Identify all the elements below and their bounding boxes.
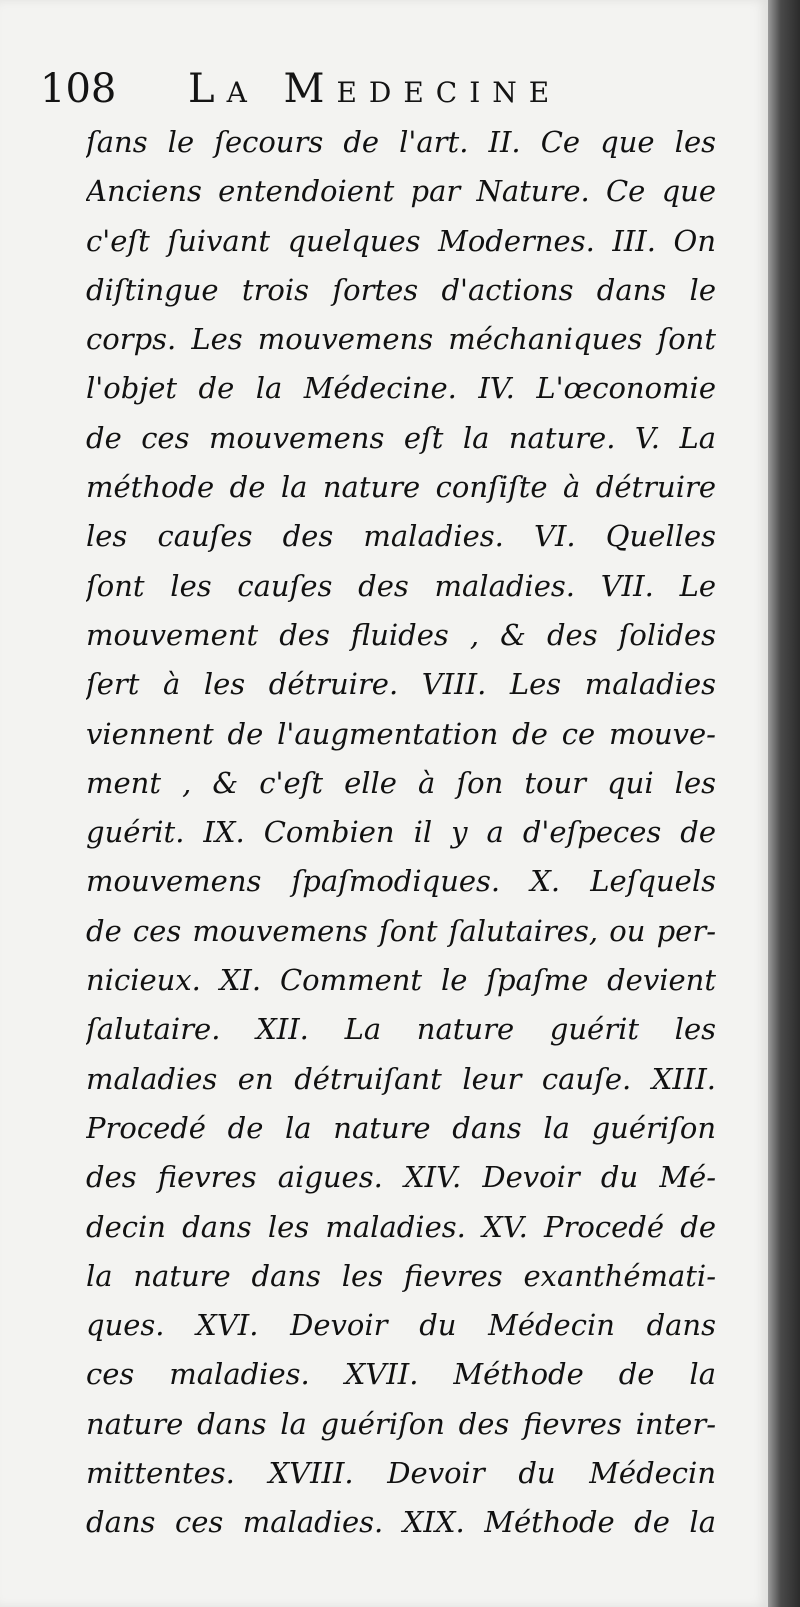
text-line: la nature dans les fievres exanthémati- bbox=[86, 1258, 716, 1293]
text-line: c'eſt ſuivant quelques Modernes. III. On bbox=[86, 223, 716, 258]
text-line: de ces mouvemens ſont ſalutaires, ou per- bbox=[86, 913, 716, 948]
text-line: maladies en détruiſant leur cauſe. XIII. bbox=[86, 1061, 716, 1096]
text-line: méthode de la nature conſiſte à détruire bbox=[86, 470, 716, 505]
text-line: ſalutaire. XII. La nature guérit les bbox=[86, 1012, 716, 1047]
text-line: mouvement des fluides , & des ſolides bbox=[86, 617, 716, 652]
text-line: ſans le ſecours de l'art. II. Ce que les bbox=[86, 125, 716, 159]
text-line: Anciens entendoient par Nature. Ce que bbox=[86, 174, 716, 209]
text-line: ſont les cauſes des maladies. VII. Le bbox=[86, 568, 716, 603]
text-line: nicieux. XI. Comment le ſpaſme devient bbox=[86, 963, 716, 998]
text-line: viennent de l'augmentation de ce mouve- bbox=[86, 716, 716, 751]
text-line: des fievres aigues. XIV. Devoir du Mé- bbox=[86, 1160, 716, 1195]
text-line: ment , & c'eſt elle à ſon tour qui les bbox=[86, 765, 716, 800]
text-line: de ces mouvemens eſt la nature. V. La bbox=[86, 420, 716, 455]
text-line: ces maladies. XVII. Méthode de la bbox=[86, 1357, 716, 1392]
text-line: les cauſes des maladies. VI. Quelles bbox=[86, 519, 716, 554]
page-edge-shadow bbox=[768, 0, 800, 1607]
text-line: ſert à les détruire. VIII. Les maladies bbox=[86, 667, 716, 702]
text-line: corps. Les mouvemens méchaniques ſont bbox=[86, 322, 716, 357]
text-line: mouvemens ſpaſmodiques. X. Leſquels bbox=[86, 864, 716, 899]
text-line: diſtingue trois ſortes d'actions dans le bbox=[86, 272, 716, 307]
text-line: Procedé de la nature dans la guériſon bbox=[86, 1110, 716, 1145]
page-number: 108 bbox=[40, 66, 117, 112]
body-text bbox=[86, 118, 716, 1548]
text-line: guérit. IX. Combien il y a d'eſpeces de bbox=[86, 815, 716, 850]
text-line: ques. XVI. Devoir du Médecin dans bbox=[86, 1308, 716, 1343]
running-head: La Medecine bbox=[188, 66, 562, 112]
text-line: mittentes. XVIII. Devoir du Médecin bbox=[86, 1456, 716, 1491]
text-line: decin dans les maladies. XV. Procedé de bbox=[86, 1209, 716, 1244]
text-line: nature dans la guériſon des fievres inter- bbox=[86, 1406, 716, 1441]
page-header bbox=[40, 64, 720, 114]
text-line: dans ces maladies. XIX. Méthode de la bbox=[86, 1505, 716, 1540]
text-line: l'objet de la Médecine. IV. L'œconomie bbox=[86, 371, 716, 406]
